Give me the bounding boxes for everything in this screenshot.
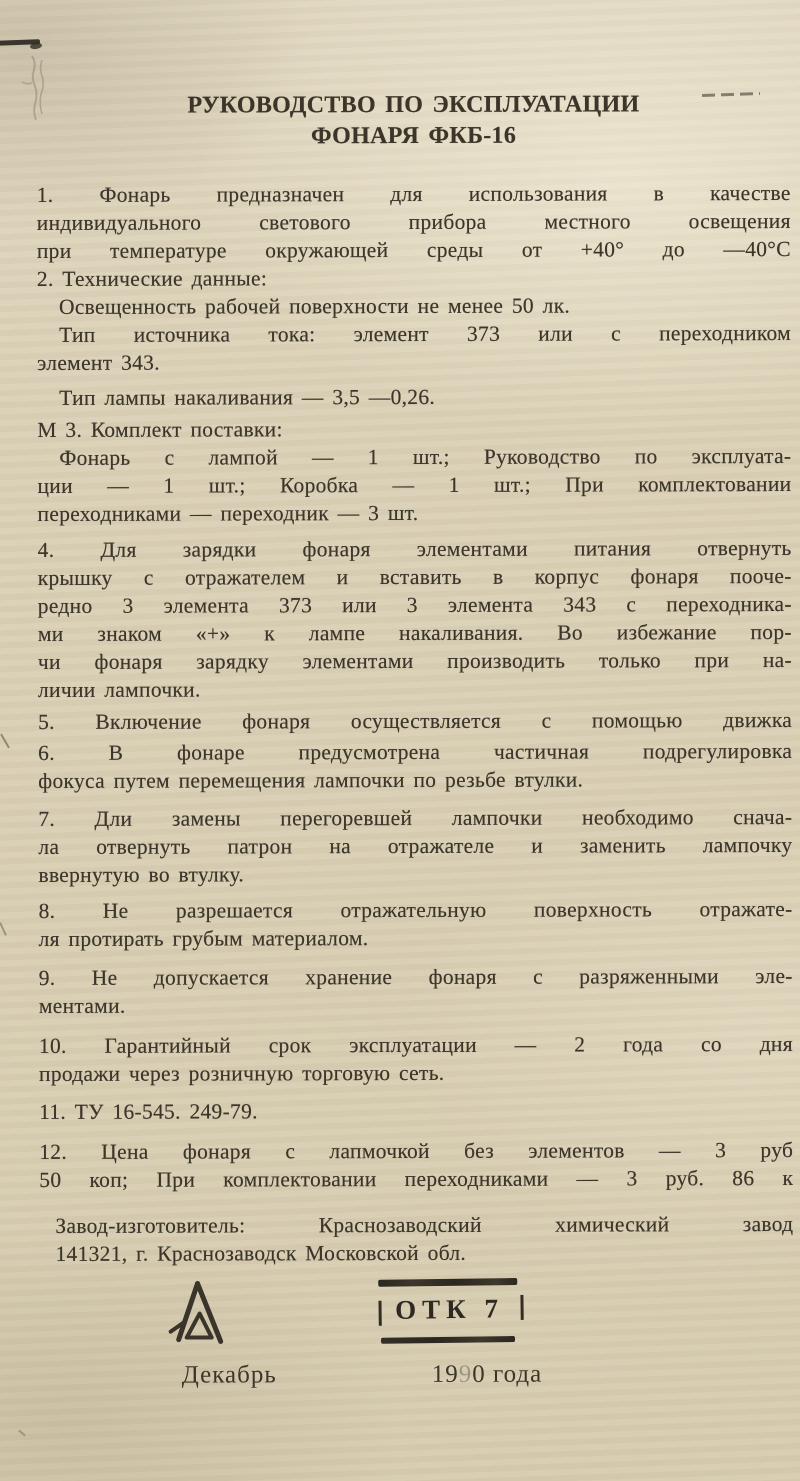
text-line: 1. Фонарь предназначен для использования в качестве [36,180,791,207]
text-line: ции — 1 шт.; Коробка — 1 шт.; При комплектовании [37,471,792,498]
title-line-2: ФОНАРЯ ФКБ-16 [310,122,517,150]
text-line: индивидуального светового прибора местного освещения [36,208,791,235]
issue-date-row [40,1360,794,1390]
text-line: 11. ТУ 16-545. 249-79. [39,1099,258,1124]
margin-tick-mark [18,1430,25,1437]
otk-stamp [378,1278,521,1344]
paragraph-6-focus [38,737,792,795]
paragraph-7-lamp-replacement [38,803,792,889]
year-faded-digit: 9 [458,1360,473,1388]
document-title [36,89,790,153]
text-line: продажи через розничную торговую сеть. [38,1060,445,1086]
text-line: Освещенность рабочей поверхности не менее 50 лк. [58,293,571,319]
text-line: 12. Цена фонаря с лапмочкой без элементов — 3 руб [39,1137,794,1164]
paragraph-8-reflector-care [39,895,793,953]
text-line: ввернутую во втулку. [38,862,245,887]
text-line: крышку с отражателем и вставить в корпус фонаря пооче- [37,563,792,590]
text-line: переходниками — переходник — 3 шт. [37,500,419,526]
text-line: 4. Для зарядки фонаря элементами питания отвернуть [37,535,792,562]
text-line: при температуре окружающей среды от +40° до —40°С [36,236,791,263]
title-line-1: РУКОВОДСТВО ПО ЭКСПЛУАТАЦИИ [187,91,640,119]
text-line: 2. Технические данные: [36,266,268,291]
stamp-label: ОТК 7 [394,1293,505,1325]
text-line: элемент 343. [37,350,160,375]
paragraph-2-technical-data [37,263,791,412]
text-line: личии лампочки. [37,677,201,702]
text-line: ля протирать грубым материалом. [38,926,369,951]
text-line: фокуса путем перемещения лампочки по резьбе втулки. [38,767,584,793]
text-line: Тип лампы накаливания — 3,5 —0,26. [59,384,436,410]
paragraph-manufacturer [55,1210,793,1268]
year-suffix: 0 года [472,1360,543,1388]
text-line: 7. Дли замены перегоревшей лампочки необходимо снача- [38,804,793,831]
text-line: ми знаком «+» к лампе накаливания. Во избежание пор- [37,619,792,646]
text-line: 9. Не допускается хранение фонаря с разряженными эле- [38,963,793,990]
paragraph-4-charging [38,534,792,704]
text-line: чи фонаря зарядку элементами производить только при на- [37,647,792,674]
text-line: Завод-изготовитель: Краснозаводский химический завод [55,1211,794,1238]
text-line: М 3. Комплект поставки: [37,417,283,442]
factory-triangle-icon [167,1277,233,1349]
stamp-left-tick [378,1301,381,1326]
text-line: 141321, г. Краснозаводск Московской обл. [55,1240,467,1266]
footer-marks-row [40,1276,794,1350]
stamp-top-bar [378,1278,517,1287]
stamp-bottom-bar [381,1336,515,1344]
stamp-right-tick [520,1295,523,1320]
paragraph-11-tu-number [39,1096,793,1126]
text-line: 10. Гарантийный срок эксплуатации — 2 года со дня [38,1031,793,1058]
text-line: Тип источника тока: элемент 373 или с переходником [59,320,792,347]
paragraph-1 [37,179,791,265]
paragraph-3-delivery-set [37,414,791,528]
text-line: редно 3 элемента 373 или 3 элемента 343 с переходника- [37,591,792,618]
paragraph-10-warranty [39,1030,793,1088]
text-line: 8. Не разрешается отражательную поверхность отражате- [38,896,793,923]
text-line: ментами. [38,993,126,1018]
paragraph-5-switching [38,706,792,736]
text-line: Фонарь с лампой — 1 шт.; Руководство по эксплуата- [59,443,792,470]
month-label: Декабрь [181,1361,277,1389]
paragraph-12-price [39,1136,793,1194]
text-line: 6. В фонаре предусмотрена частичная подрегулировка [38,738,793,765]
text-line: 5. Включение фонаря осуществляется с помощью движка [38,707,793,734]
paragraph-9-storage [39,962,793,1020]
year-prefix: 19 [431,1360,459,1388]
text-line: ла отвернуть патрон на отражателе и заменить лампочку [38,832,793,859]
year-label [432,1361,543,1389]
text-line: 50 коп; При комплектовании переходниками — 3 руб. 86 к [39,1165,794,1192]
